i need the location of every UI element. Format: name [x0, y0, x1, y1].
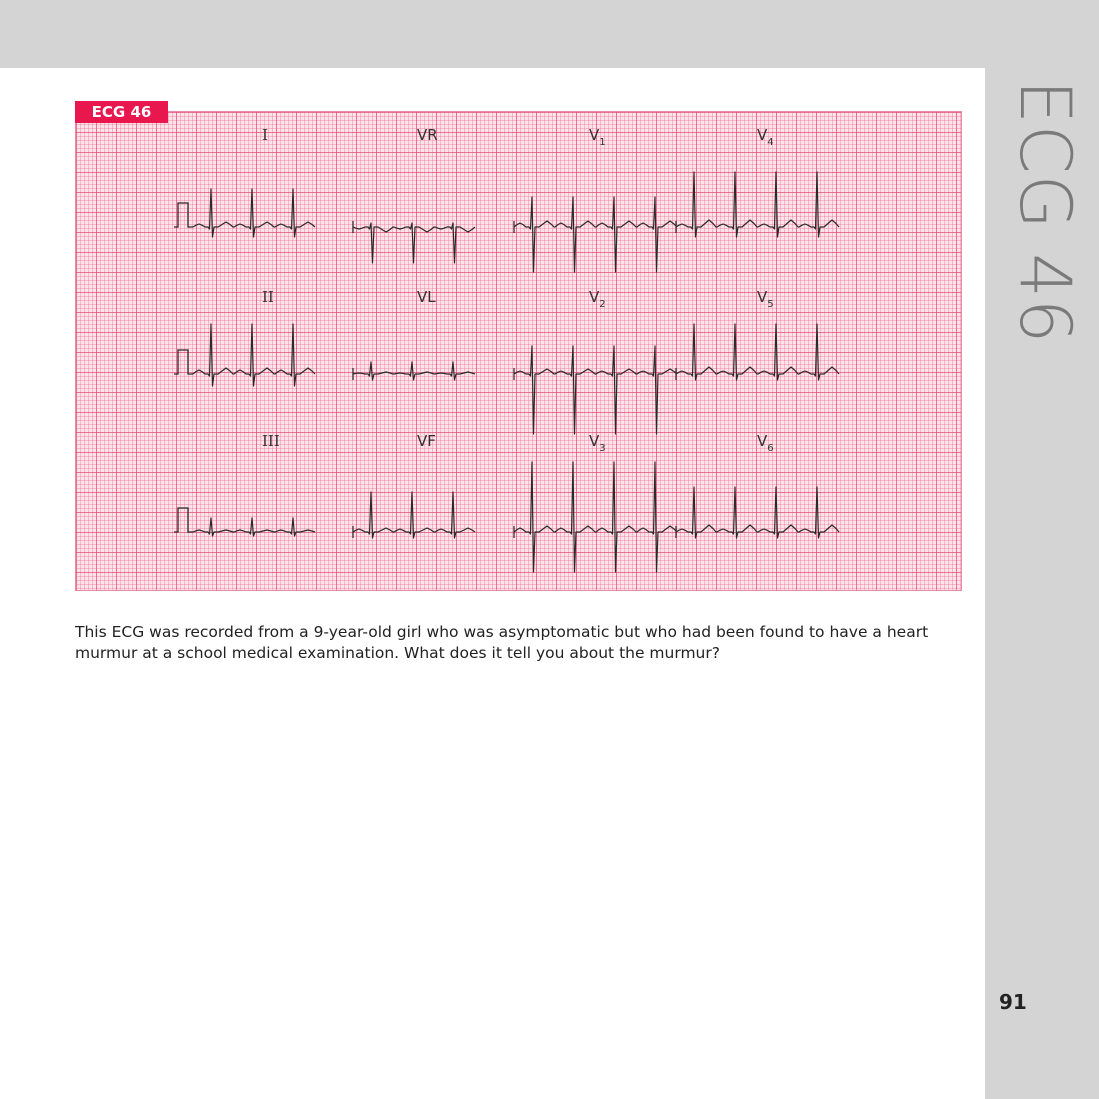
- ecg-lead-trace: [676, 324, 839, 380]
- lead-label: $V_2$: [589, 288, 606, 310]
- ecg-strip: [75, 111, 962, 591]
- calibration-pulse: [174, 350, 193, 374]
- lead-label: $V_4$: [757, 126, 774, 148]
- lead-label: III: [262, 432, 280, 450]
- ecg-lead-trace: [676, 487, 839, 538]
- ecg-lead-trace: [514, 197, 677, 272]
- ecg-lead-trace: [193, 518, 315, 536]
- question-text: This ECG was recorded from a 9-year-old girl who was asymptomatic but who had been found to have a heart murmur at a school medical examination. What does it tell you about the murmur?: [75, 623, 929, 662]
- ecg-lead-trace: [514, 462, 677, 572]
- lead-label: $V_6$: [757, 432, 774, 454]
- ecg-lead-trace: [676, 172, 839, 237]
- side-tab-title: ECG 46: [1004, 79, 1086, 345]
- calibration-pulse: [174, 203, 193, 227]
- lead-label: II: [262, 288, 274, 306]
- lead-label: VL: [417, 288, 436, 306]
- ecg-lead-trace: [353, 223, 475, 263]
- ecg-tag: ECG 46: [75, 101, 168, 123]
- ecg-lead-trace: [353, 492, 475, 538]
- lead-label: $V_5$: [757, 288, 774, 310]
- top-band: [0, 0, 1099, 68]
- ecg-lead-trace: [193, 324, 315, 386]
- lead-label: $V_3$: [589, 432, 606, 454]
- ecg-traces: [76, 112, 963, 592]
- calibration-pulse: [174, 508, 193, 532]
- lead-label: I: [262, 126, 268, 144]
- ecg-lead-trace: [193, 189, 315, 237]
- ecg-lead-trace: [353, 362, 475, 380]
- lead-label: VF: [417, 432, 436, 450]
- page-number: 91: [999, 990, 1027, 1014]
- lead-label: $V_1$: [589, 126, 606, 148]
- ecg-lead-trace: [514, 346, 677, 434]
- lead-label: VR: [417, 126, 438, 144]
